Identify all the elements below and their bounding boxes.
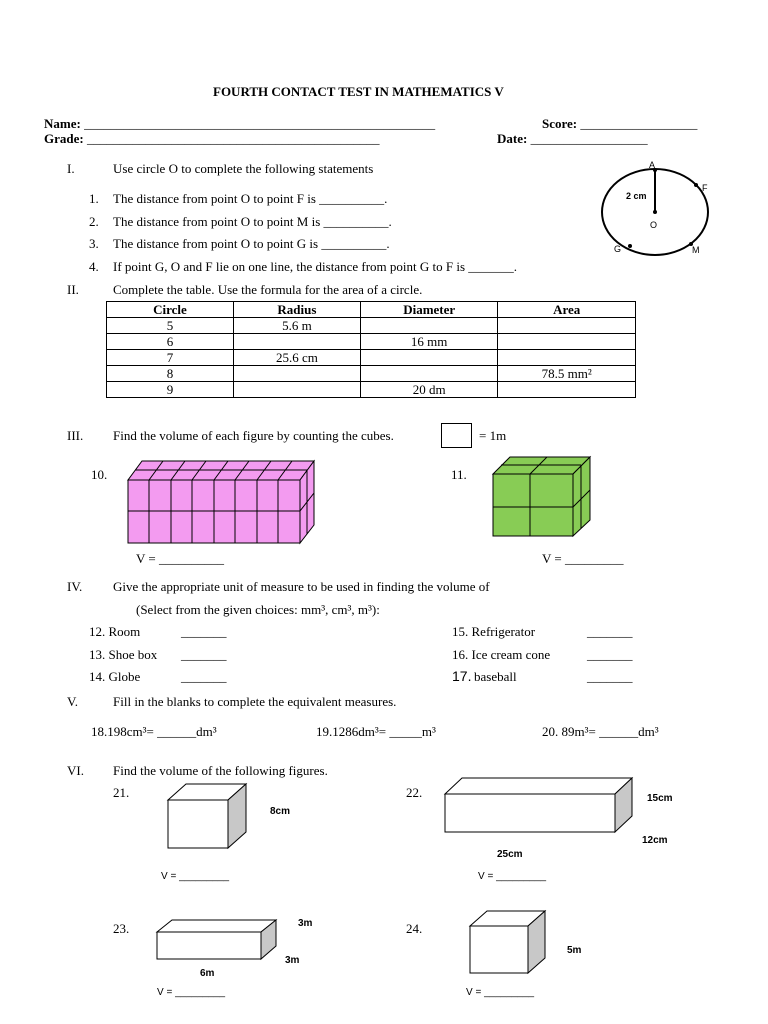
item10-number: 10. xyxy=(91,467,108,482)
section1-number: I. xyxy=(67,161,75,176)
table-cell[interactable] xyxy=(233,366,360,382)
item13-label: 13. Shoe box xyxy=(89,647,158,662)
radius-label: 2 cm xyxy=(626,191,647,201)
item16-label: 16. Ice cream cone xyxy=(452,647,551,662)
point-o xyxy=(653,210,657,214)
name-field[interactable] xyxy=(44,116,435,132)
item2-text: The distance from point O to point M is __________. xyxy=(113,214,392,229)
q20-equivalence[interactable]: 20. 89m³= ______dm³ xyxy=(542,724,659,739)
fig23-dimension-depth: 3m xyxy=(298,918,313,929)
item2-number: 2. xyxy=(89,214,99,229)
item16-blank[interactable]: _______ xyxy=(587,647,633,662)
grade-line[interactable]: _____________________________________________ xyxy=(86,131,380,146)
fig22-dimension-height: 12cm xyxy=(642,835,668,846)
fig22-dimension-length: 25cm xyxy=(497,849,523,860)
v10-answer[interactable]: V = __________ xyxy=(136,551,224,566)
table-cell[interactable] xyxy=(498,350,636,366)
item17-number: 17. xyxy=(452,668,472,684)
header-diameter: Diameter xyxy=(360,302,498,318)
table-row xyxy=(107,334,636,350)
fig22-answer[interactable]: V = _________ xyxy=(478,871,547,882)
table-cell: 9 xyxy=(107,382,234,398)
date-field[interactable] xyxy=(497,131,648,147)
label-g: G xyxy=(614,244,622,254)
section2-instruction: Complete the table. Use the formula for the area of a circle. xyxy=(113,282,423,297)
label-o: O xyxy=(650,220,658,230)
item3-text: The distance from point O to point G is __________. xyxy=(113,236,390,251)
item14-blank[interactable]: _______ xyxy=(181,669,227,684)
fig23-dimension-height: 3m xyxy=(285,955,300,966)
table-cell: 6 xyxy=(107,334,234,350)
header-circle: Circle xyxy=(107,302,234,318)
table-cell[interactable] xyxy=(360,350,498,366)
item17-label: baseball xyxy=(474,669,517,684)
fig23-front xyxy=(157,932,261,959)
q18-equivalence[interactable]: 18.198cm³= ______dm³ xyxy=(91,724,217,739)
fig22-top xyxy=(445,778,632,794)
table-cell[interactable] xyxy=(498,382,636,398)
name-line[interactable]: ______________________________________________________ xyxy=(84,116,436,131)
section3-number: III. xyxy=(67,428,84,443)
fig23-answer[interactable]: V = _________ xyxy=(157,987,226,998)
label-a: A xyxy=(649,160,656,170)
table-cell[interactable] xyxy=(233,382,360,398)
item3-number: 3. xyxy=(89,236,99,251)
section4-choices: (Select from the given choices: mm³, cm³, m³): xyxy=(136,602,380,617)
item13-blank[interactable]: _______ xyxy=(181,647,227,662)
circle-o-diagram xyxy=(595,160,715,260)
table-cell[interactable] xyxy=(360,366,498,382)
green-cube-block xyxy=(488,452,598,542)
item4-text: If point G, O and F lie on one line, the distance from point G to F is _______. xyxy=(113,259,518,274)
item1-text: The distance from point O to point F is __________. xyxy=(113,191,388,206)
table-cell[interactable] xyxy=(498,334,636,350)
table-row xyxy=(107,350,636,366)
item1-number: 1. xyxy=(89,191,99,206)
green-front-face xyxy=(493,474,573,536)
header-area: Area xyxy=(498,302,636,318)
table-cell: 7 xyxy=(107,350,234,366)
fig21-front xyxy=(168,800,228,848)
fig24-number: 24. xyxy=(406,921,423,936)
table-row xyxy=(107,382,636,398)
item14-label: 14. Globe xyxy=(89,669,141,684)
table-cell[interactable] xyxy=(498,318,636,334)
q19-equivalence[interactable]: 19.1286dm³= _____m³ xyxy=(316,724,436,739)
item15-label: 15. Refrigerator xyxy=(452,624,536,639)
pink-cube-block xyxy=(120,455,320,555)
grade-label: Grade: xyxy=(44,131,84,146)
section6-number: VI. xyxy=(67,763,84,778)
date-line[interactable]: __________________ xyxy=(530,131,648,146)
grade-field[interactable] xyxy=(44,131,379,147)
section3-instruction: Find the volume of each figure by counting the cubes. xyxy=(113,428,394,443)
fig24-answer[interactable]: V = _________ xyxy=(466,987,535,998)
section4-instruction: Give the appropriate unit of measure to be used in finding the volume of xyxy=(113,579,490,594)
score-field[interactable] xyxy=(542,116,697,132)
table-cell: 5 xyxy=(107,318,234,334)
item12-label: 12. Room xyxy=(89,624,141,639)
fig22-number: 22. xyxy=(406,785,423,800)
table-row xyxy=(107,318,636,334)
fig22-dimension-depth: 15cm xyxy=(647,793,673,804)
label-f: F xyxy=(702,183,708,193)
circle-table xyxy=(106,301,636,398)
name-label: Name: xyxy=(44,116,81,131)
table-cell: 78.5 mm² xyxy=(498,366,636,382)
fig23-dimension-length: 6m xyxy=(200,968,215,979)
point-g xyxy=(628,244,632,248)
fig23-top xyxy=(157,920,276,932)
section4-number: IV. xyxy=(67,579,83,594)
table-cell: 8 xyxy=(107,366,234,382)
fig21-answer[interactable]: V = _________ xyxy=(161,871,230,882)
item11-number: 11. xyxy=(451,467,467,482)
fig24-front xyxy=(470,926,528,973)
table-cell: 16 mm xyxy=(360,334,498,350)
score-label: Score: xyxy=(542,116,578,131)
fig23-prism xyxy=(152,916,282,966)
fig22-front xyxy=(445,794,615,832)
point-f xyxy=(694,183,698,187)
section6-instruction: Find the volume of the following figures. xyxy=(113,763,328,778)
item15-blank[interactable]: _______ xyxy=(587,624,633,639)
v11-answer[interactable]: V = _________ xyxy=(542,551,624,566)
unit-cube-label: = 1m xyxy=(479,428,507,443)
section5-number: V. xyxy=(67,694,78,709)
fig24-dimension: 5m xyxy=(567,945,582,956)
header-radius: Radius xyxy=(233,302,360,318)
fig21-dimension: 8cm xyxy=(270,806,291,817)
item4-number: 4. xyxy=(89,259,99,274)
unit-cube-icon xyxy=(441,423,472,448)
table-cell: 20 dm xyxy=(360,382,498,398)
table-header-row xyxy=(107,302,636,318)
item17-blank[interactable]: _______ xyxy=(587,669,633,684)
section1-instruction: Use circle O to complete the following statements xyxy=(113,161,374,176)
table-cell[interactable] xyxy=(233,334,360,350)
fig23-number: 23. xyxy=(113,921,130,936)
item12-blank[interactable]: _______ xyxy=(181,624,227,639)
table-row xyxy=(107,366,636,382)
date-label: Date: xyxy=(497,131,528,146)
section2-number: II. xyxy=(67,282,79,297)
table-cell: 25.6 cm xyxy=(233,350,360,366)
section5-instruction: Fill in the blanks to complete the equivalent measures. xyxy=(113,694,397,709)
label-m: M xyxy=(692,245,700,255)
page-title: FOURTH CONTACT TEST IN MATHEMATICS V xyxy=(213,84,504,99)
table-cell: 5.6 m xyxy=(233,318,360,334)
fig21-cube xyxy=(160,782,260,857)
fig21-number: 21. xyxy=(113,785,130,800)
score-line[interactable]: __________________ xyxy=(580,116,698,131)
fig24-cube xyxy=(465,908,555,978)
table-cell[interactable] xyxy=(360,318,498,334)
fig22-prism xyxy=(440,776,640,836)
